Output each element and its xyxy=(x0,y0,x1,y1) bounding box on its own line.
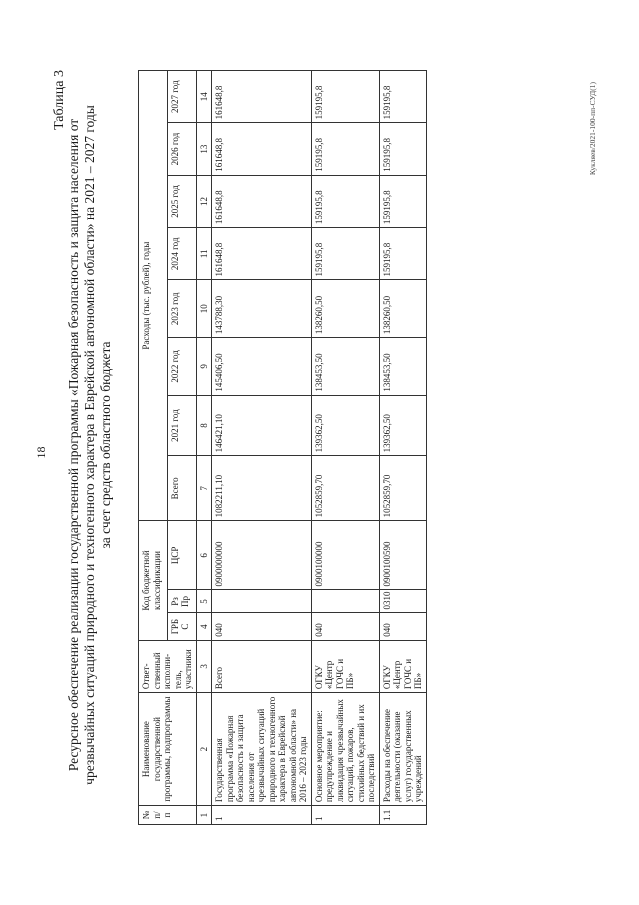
col-number: 10 xyxy=(196,280,212,338)
header-2025: 2025 год xyxy=(167,175,196,227)
rotated-document-page xyxy=(26,40,613,865)
header-kbk: Код бюджетной классификации xyxy=(139,521,168,640)
col-number: 7 xyxy=(196,456,212,521)
row-2026: 159195,8 xyxy=(379,123,426,175)
row-grbs: 040 xyxy=(379,613,426,640)
header-name: Наименование государственной программы, подпрограммы xyxy=(139,693,197,806)
header-2023: 2023 год xyxy=(167,280,196,338)
col-number: 12 xyxy=(196,175,212,227)
row-rzpr xyxy=(311,590,379,613)
row-responsible: Всего xyxy=(212,640,312,692)
resource-table xyxy=(138,70,427,825)
col-number: 8 xyxy=(196,395,212,456)
row-num: 1 xyxy=(311,806,379,825)
row-csr: 0900100590 xyxy=(379,521,426,590)
header-rzpr: Рз Пр xyxy=(167,590,196,613)
document-footer-code: Кукляев/2021-100-пп-СУД(1) xyxy=(588,82,597,176)
col-number: 2 xyxy=(196,693,212,806)
row-num: 1 xyxy=(212,806,312,825)
row-2027: 161648,8 xyxy=(212,71,312,123)
header-csr: ЦСР xyxy=(167,521,196,590)
row-2027: 159195,8 xyxy=(379,71,426,123)
row-total: 1082211,10 xyxy=(212,456,312,521)
row-total: 1052859,70 xyxy=(379,456,426,521)
header-2022: 2022 год xyxy=(167,338,196,396)
row-name: Основное мероприятие: предупреждение и ликвидация чрезвычайных ситуаций, пожаров, стихийных бедствий и их последствий xyxy=(311,693,379,806)
row-2023: 138260,50 xyxy=(379,280,426,338)
row-2021: 139362,50 xyxy=(311,395,379,456)
header-num: № п/ п xyxy=(139,806,197,825)
header-grbs: ГРБ С xyxy=(167,613,196,640)
col-number: 6 xyxy=(196,521,212,590)
row-num: 1.1 xyxy=(379,806,426,825)
row-csr: 0900000000 xyxy=(212,521,312,590)
header-expenses: Расходы (тыс. рублей), годы xyxy=(139,71,168,521)
row-rzpr xyxy=(212,590,312,613)
col-number: 4 xyxy=(196,613,212,640)
row-2024: 159195,8 xyxy=(311,228,379,280)
row-2027: 159195,8 xyxy=(311,71,379,123)
header-row-1 xyxy=(139,71,168,825)
row-grbs: 040 xyxy=(311,613,379,640)
row-2026: 159195,8 xyxy=(311,123,379,175)
row-csr: 0900100000 xyxy=(311,521,379,590)
row-2024: 159195,8 xyxy=(379,228,426,280)
col-number: 5 xyxy=(196,590,212,613)
header-2026: 2026 год xyxy=(167,123,196,175)
header-2024: 2024 год xyxy=(167,228,196,280)
row-2022: 145406,50 xyxy=(212,338,312,396)
row-2022: 138453,50 xyxy=(379,338,426,396)
row-2023: 143788,30 xyxy=(212,280,312,338)
row-2026: 161648,8 xyxy=(212,123,312,175)
col-number: 1 xyxy=(196,806,212,825)
col-number: 13 xyxy=(196,123,212,175)
col-number: 9 xyxy=(196,338,212,396)
header-responsible: Ответ-ственный исполни-тель, участники xyxy=(139,640,197,692)
header-2021: 2021 год xyxy=(167,395,196,456)
row-total: 1052859,70 xyxy=(311,456,379,521)
table-label: Таблица 3 xyxy=(52,70,67,130)
table-title: Ресурсное обеспечение реализации государственной программы «Пожарная безопасность и защита населения от чрезвычайных ситуаций природного и техногенного характера в Еврейской автономной области» на 2021 – 2027 годы за счет средств областного бюджета xyxy=(66,105,113,785)
header-2027: 2027 год xyxy=(167,71,196,123)
table-row xyxy=(311,71,379,825)
row-rzpr: 0310 xyxy=(379,590,426,613)
row-2025: 161648,8 xyxy=(212,175,312,227)
row-2024: 161648,8 xyxy=(212,228,312,280)
row-2021: 139362,50 xyxy=(379,395,426,456)
row-name: Расходы на обеспечение деятельности (оказание услуг) государственных учреждений xyxy=(379,693,426,806)
col-number: 11 xyxy=(196,228,212,280)
row-2025: 159195,8 xyxy=(379,175,426,227)
row-2022: 138453,50 xyxy=(311,338,379,396)
col-number: 3 xyxy=(196,640,212,692)
row-2025: 159195,8 xyxy=(311,175,379,227)
row-grbs: 040 xyxy=(212,613,312,640)
row-name: Государственная программа «Пожарная безопасность и защита населения от чрезвычайных ситуаций природного и техногенного характера в Еврейской автономной области» на 2016 – 2023 годы xyxy=(212,693,312,806)
col-number: 14 xyxy=(196,71,212,123)
page-number: 18 xyxy=(34,446,48,459)
row-responsible: ОГКУ «Центр ГОЧС и ПБ» xyxy=(311,640,379,692)
row-2023: 138260,50 xyxy=(311,280,379,338)
table-row xyxy=(379,71,426,825)
header-total: Всего xyxy=(167,456,196,521)
row-responsible: ОГКУ «Центр ГОЧС и ПБ» xyxy=(379,640,426,692)
column-number-row xyxy=(196,71,212,825)
table-row xyxy=(212,71,312,825)
row-2021: 146421,10 xyxy=(212,395,312,456)
